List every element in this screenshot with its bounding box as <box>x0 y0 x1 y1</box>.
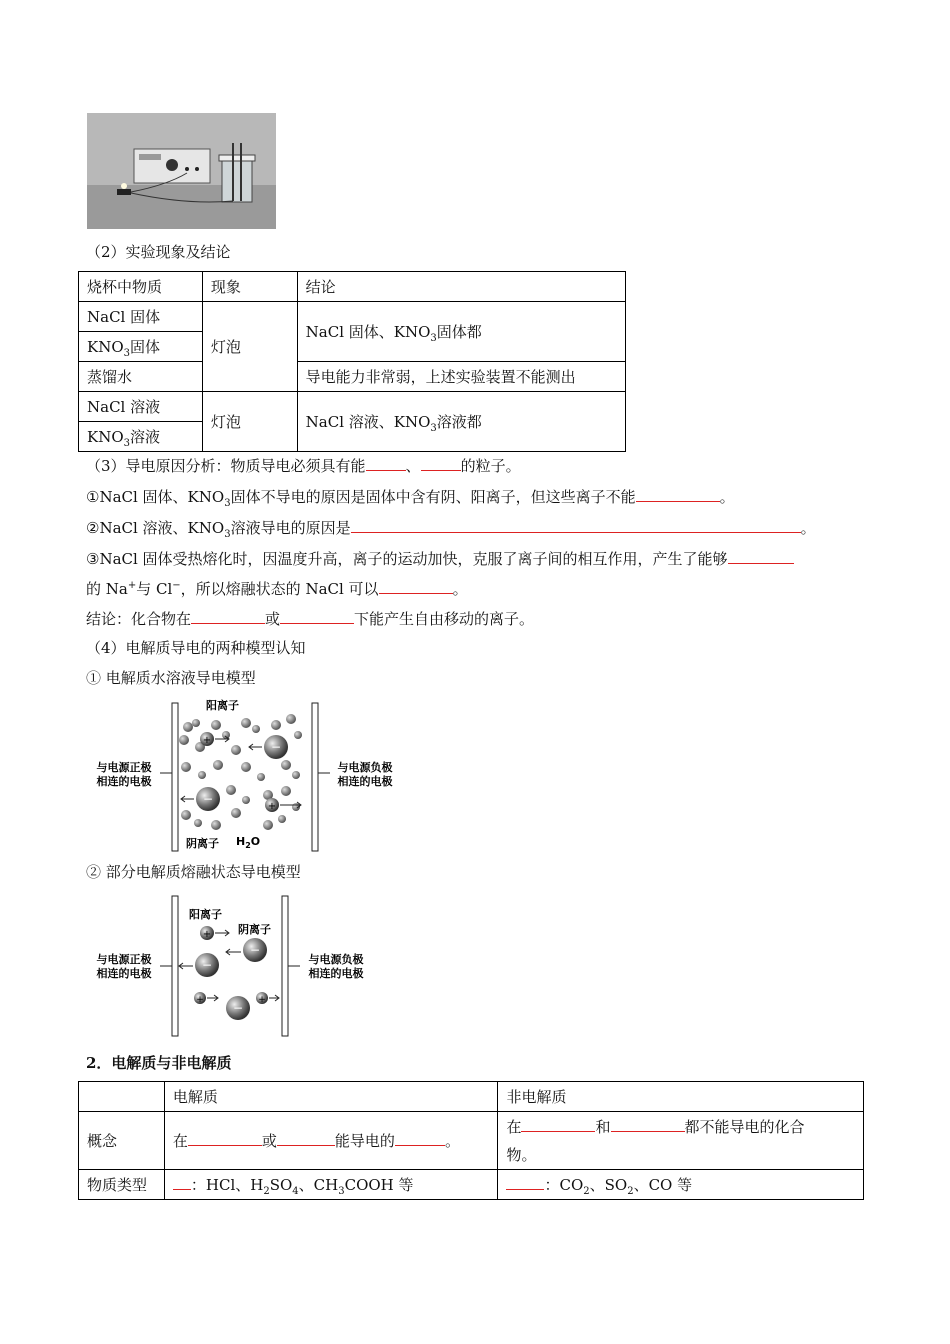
svg-text:−: − <box>202 792 214 806</box>
svg-text:+: + <box>196 995 204 1005</box>
row-type-label: 物质类型 <box>79 1170 165 1200</box>
svg-text:−: − <box>232 1001 244 1015</box>
experiment-table <box>78 271 626 452</box>
blank[interactable] <box>351 518 801 533</box>
right-electrode-label-2: 相连的电极 <box>337 775 393 788</box>
right-electrode-label-2: 相连的电极 <box>308 967 364 980</box>
header-substance: 烧杯中物质 <box>79 272 203 302</box>
model-2-title: ② 部分电解质熔融状态导电模型 <box>86 863 301 881</box>
cell-conclusion-3: NaCl 溶液、$KNO_3$溶液都 <box>297 392 625 452</box>
header-phenomenon: 现象 <box>202 272 297 302</box>
water-molecules <box>179 714 302 830</box>
molten-conduction-diagram <box>86 890 406 1040</box>
blank[interactable] <box>395 1131 445 1146</box>
left-electrode-label-1: 与电源正极 <box>96 953 152 966</box>
cell-electrolyte-concept: 在 或 能导电的 。 <box>164 1112 498 1170</box>
left-electrode-label-1: 与电源正极 <box>96 761 152 774</box>
blank[interactable] <box>611 1117 685 1132</box>
cell-kno3-solution: $KNO_3$溶液 <box>79 422 203 452</box>
apparatus-illustration <box>87 113 276 229</box>
cation-label: 阳离子 <box>206 699 239 712</box>
model-1-title: ① 电解质水溶液导电模型 <box>86 669 256 687</box>
paragraph-1: ①NaCl 固体、$KNO_3$固体不导电的原因是固体中含有阴、阳离子，但这些离子不能 。 <box>86 488 735 509</box>
header-electrolyte: 电解质 <box>164 1082 498 1112</box>
cell-distilled-water: 蒸馏水 <box>79 362 203 392</box>
svg-text:+: + <box>267 801 277 812</box>
cell-kno3-solid: $KNO_3$固体 <box>79 332 203 362</box>
svg-text:−: − <box>201 958 213 972</box>
cell-conclusion-2: 导电能力非常弱，上述实验装置不能测出 <box>297 362 625 392</box>
blank[interactable] <box>173 1175 191 1190</box>
electrolyte-table <box>78 1081 864 1200</box>
row-concept-label: 概念 <box>79 1112 165 1170</box>
negative-electrode <box>282 896 288 1036</box>
anion-label: 阴离子 <box>238 923 271 936</box>
blank[interactable] <box>421 456 461 471</box>
left-electrode-label-2: 相连的电极 <box>96 775 152 788</box>
cell-nacl-solution: NaCl 溶液 <box>79 392 203 422</box>
paragraph-3: ③NaCl 固体受热熔化时，因温度升高，离子的运动加快，克服了离子间的相互作用，产生了能够 <box>86 549 794 569</box>
cell-electrolyte-examples: ：HCl、$H_2SO_4$、$CH_3COOH$ 等 <box>164 1170 498 1200</box>
part-2-heading: 2．电解质与非电解质 <box>86 1054 232 1072</box>
right-electrode-label-1: 与电源负极 <box>308 953 364 966</box>
anion-label: 阴离子 <box>186 837 219 850</box>
blank[interactable] <box>379 579 453 594</box>
cell-nacl-solid: NaCl 固体 <box>79 302 203 332</box>
negative-electrode <box>312 703 318 851</box>
blank[interactable] <box>521 1117 595 1132</box>
header-conclusion: 结论 <box>297 272 625 302</box>
blank[interactable] <box>280 609 354 624</box>
positive-electrode <box>172 703 178 851</box>
right-electrode-label-1: 与电源负极 <box>337 761 393 774</box>
paragraph-2: ②NaCl 溶液、$KNO_3$溶液导电的原因是 。 <box>86 519 816 540</box>
svg-text:+: + <box>202 929 212 940</box>
blank[interactable] <box>728 549 794 564</box>
svg-text:−: − <box>249 943 261 957</box>
header-nonelectrolyte: 非电解质 <box>498 1082 864 1112</box>
conclusion-line: 结论：化合物在 或 下能产生自由移动的离子。 <box>86 610 535 628</box>
paragraph-4: 的 Na+与 Cl−，所以熔融状态的 NaCl 可以 。 <box>86 580 468 598</box>
section-2-title: （2）实验现象及结论 <box>86 243 231 261</box>
positive-electrode <box>172 896 178 1036</box>
water-label: $H_2O$ <box>236 835 261 850</box>
blank[interactable] <box>636 487 720 502</box>
cell-nonelectrolyte-concept: 在 和 都不能导电的化合 物。 <box>498 1112 864 1170</box>
section-3-title: （3）导电原因分析：物质导电必须具有能 、 的粒子。 <box>86 457 521 475</box>
aqueous-conduction-diagram <box>86 695 406 855</box>
cation-label: 阳离子 <box>189 908 222 921</box>
blank[interactable] <box>366 456 406 471</box>
blank[interactable] <box>191 609 265 624</box>
blank[interactable] <box>277 1131 335 1146</box>
blank[interactable] <box>188 1131 262 1146</box>
blank[interactable] <box>506 1175 544 1190</box>
left-electrode-label-2: 相连的电极 <box>96 967 152 980</box>
cell-nonelectrolyte-examples: ：$CO_2$、$SO_2$、CO 等 <box>498 1170 864 1200</box>
experiment-apparatus-photo <box>87 113 276 229</box>
cell-conclusion-1: NaCl 固体、$KNO_3$固体都 <box>297 302 625 362</box>
cell-phenomenon-2: 灯泡 <box>202 392 297 452</box>
section-4-title: （4）电解质导电的两种模型认知 <box>86 639 306 657</box>
svg-text:−: − <box>270 740 282 754</box>
cell-phenomenon-1: 灯泡 <box>202 302 297 392</box>
svg-text:+: + <box>258 995 266 1005</box>
svg-text:+: + <box>202 735 212 746</box>
header-empty <box>79 1082 165 1112</box>
